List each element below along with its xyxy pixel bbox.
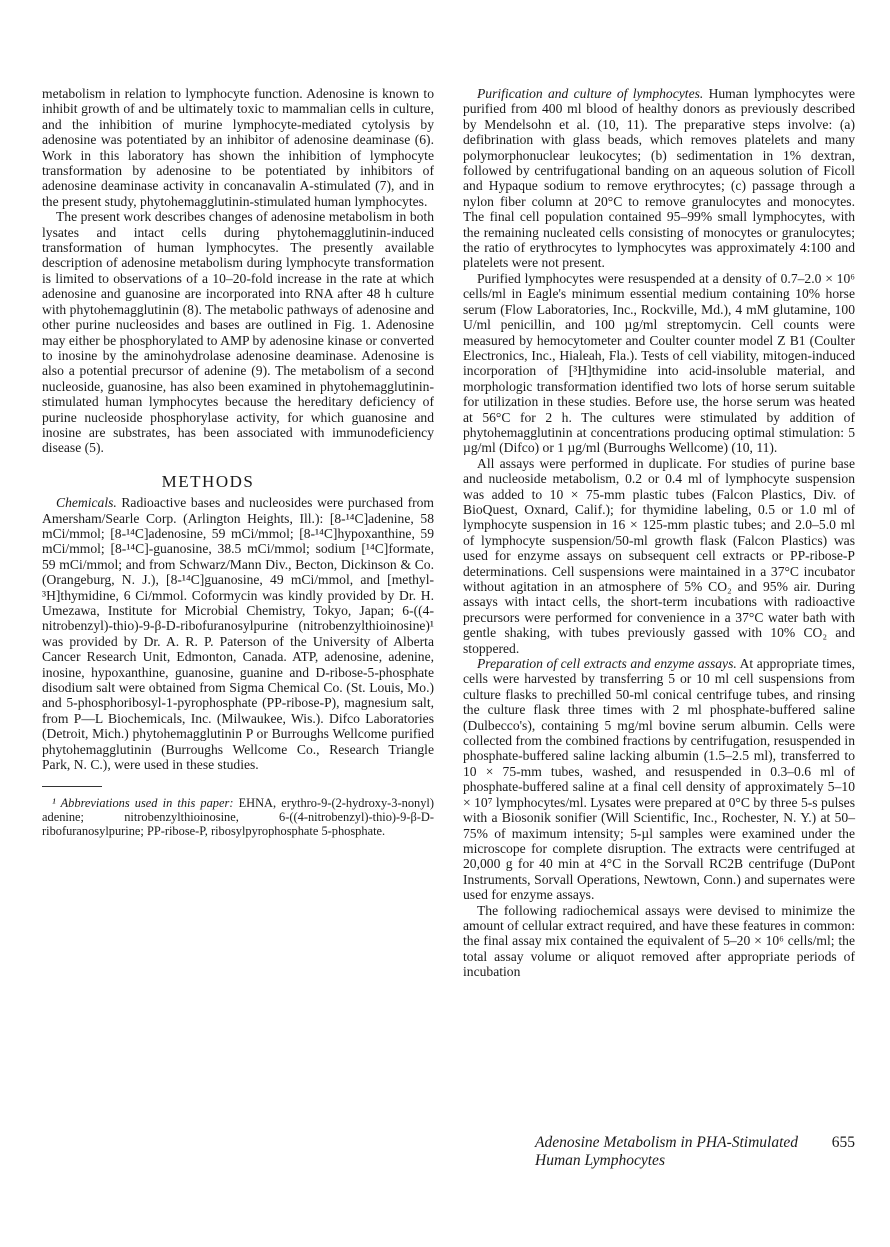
preparation-text: At appropriate times, cells were harvested by transferring 5 or 10 ml cell suspensions from culture flasks to prechilled 50-ml conical centrifuge tubes, and rinsing the culture flask three times with 2 ml phosphate-buffered saline (Dulbecco's), containing 5 mg/ml bovine serum albumin. Cells were collected from the combined fractions by centrifugation, resuspended in phosphate-buffered saline lacking albumin (1.5–2.5 ml), transferred to 10 × 75-mm tubes, washed, and resuspended in 0.3–0.6 ml of phosphate-buffered saline at a final cell density of approximately 5–10 × 10⁷ lymphocytes/ml. Lysates were prepared at 0°C by three 5-s pulses with a Biosonik sonifier (Will Scientific, Inc., Rochester, N. Y.) at 50–75% of maximum intensity; 5-µl samples were examined under the microscope for complete disruption. The extracts were centrifuged at 20,000 g for 40 min at 4°C in the Sorvall RC2B centrifuge (DuPont Instruments, Sorvall Operations, Newtown, Conn.) and supernates were used for enzyme assays.: [463, 656, 856, 903]
intro-paragraph-present-work: The present work describes changes of adenosine metabolism in both lysates and intact cells during phytohemagglutinin-induced transformation of human lymphocytes. The presently available description of adenosine metabolism during lymphocyte transformation is limited to observations of a 10–20-fold increase in the rate at which adenosine and guanosine are incorporated into RNA after 48 h culture with phytohemagglutinin (8). The metabolic pathways of adenosine and other purine nucleosides and bases are outlined in Fig. 1. Adenosine may either be phosphorylated to AMP by adenosine kinase or converted to inosine by the aminohydrolase adenosine deaminase. Adenosine is also a potential precursor of adenine (9). The metabolism of a second nucleoside, guanosine, has also been examined in phytohemagglutinin-stimulated human lymphocytes because the hereditary deficiency of purine nucleoside phosphorylase activity, for which guanosine and inosine are substrates, has been associated with immunodeficiency disease (5).: [42, 209, 434, 456]
page-footer: [535, 1134, 855, 1170]
left-column: [42, 86, 434, 839]
assays-paragraph: All assays were performed in duplicate. For studies of purine base and nucleoside metabolism, 0.2 or 0.4 ml of lymphocyte suspension was added to 10 × 75-mm plastic tubes (Falcon Plastics, Div. of BioQuest, Oxnard, Calif.); for thymidine labeling, 0.5 or 1.0 ml of lymphocyte suspension in 16 × 125-mm plastic tubes; and 2.0–5.0 ml of lymphocyte suspension/50-ml growth flask (Falcon Plastics) was used for enzyme assays on subsequent cell extracts or PP-ribose-P determinations. Cell suspensions were maintained in a 37°C incubator without agitation in an atmosphere of 5% CO₂ and 95% air. During assays with intact cells, the short-term incubations with radioactive precursors were performed for convenience in a 37°C water bath with gentle shaking, with tubes previously gassed with 10% CO₂ and stoppered.: [463, 455, 855, 656]
footnote-label: ¹ Abbreviations used in this paper:: [52, 796, 234, 811]
page-number: 655: [831, 1134, 855, 1151]
chemicals-run-in-heading: Chemicals.: [56, 495, 117, 511]
resuspension-paragraph: Purified lymphocytes were resuspended at a density of 0.7–2.0 × 10⁶ cells/ml in Eagle's minimum essential medium containing 10% horse serum (Flow Laboratories, Inc., Rockville, Md.), 4 mM glutamine, 100 U/ml penicillin, and 100 µg/ml streptomycin. Cell counts were measured by hemocytometer and Coulter counter model Z B1 (Coulter Electronics, Inc., Hialeah, Fla.). Tests of cell viability, mitogen-induced incorporation of [³H]thymidine into acid-insoluble material, and morphologic transformation identified two lots of horse serum suitable for utilization in these studies. Before use, the horse serum was heated at 56°C for 2 h. The cultures were stimulated by addition of phytohemagglutinin at concentrations producing optimal stimulation: 5 µg/ml (Difco) or 1 µg/ml (Burroughs Wellcome) (10, 11).: [463, 270, 855, 456]
preparation-paragraph: [463, 656, 855, 903]
purification-run-in-heading: Purification and culture of lymphocytes.: [477, 86, 704, 101]
running-title: Adenosine Metabolism in PHA-Stimulated Human Lymphocytes: [535, 1134, 799, 1169]
footnote-text: EHNA, erythro-9-(2-hydroxy-3-nonyl) adenine; nitrobenzylthioinosine, 6-((4-nitrobenzyl)-thio)-9-β-D-ribofuranosylpurine; PP-ribose-P, ribosylpyrophosphate 5-phosphate.: [42, 796, 434, 839]
methods-heading: METHODS: [161, 471, 255, 491]
right-column: [463, 86, 855, 980]
purification-text: Human lymphocytes were purified from 400 ml blood of healthy donors as previously described by Mendelsohn et al. (10, 11). The preparative steps involve: (a) defibrination with glass beads, which removes platelets and many polymorphonuclear leukocytes; (b) sedimentation in 1% dextran, followed by centrifugational banding on an aqueous solution of Ficoll and Hypaque sodium to remove erythrocytes; (c) passage through a nylon fiber column at 20°C to remove granulocytes and monocytes. The final cell population contained 95–99% small lymphocytes, with the remaining nucleated cells consisting of monocytes or granulocytes; the ratio of erythrocytes to lymphocytes was approximately 4:100 and platelets were not present.: [463, 86, 855, 271]
intro-paragraph-continued: metabolism in relation to lymphocyte function. Adenosine is known to inhibit growth of and be ultimately toxic to mammalian cells in culture, and the inhibition of murine lymphocyte-mediated cytolysis by adenosine was potentiated by an inhibitor of adenosine deaminase (6). Work in this laboratory has shown the inhibition of lymphocyte transformation by adenosine to be potentiated by inhibitors of adenosine deaminase activity in concanavalin A-stimulated (7), and in the present study, phytohemagglutinin-stimulated human lymphocytes.: [42, 86, 434, 209]
purification-paragraph: [463, 86, 855, 271]
footnote-abbreviations: [42, 797, 434, 838]
footnote-divider: [42, 786, 102, 787]
preparation-run-in-heading: Preparation of cell extracts and enzyme assays.: [477, 656, 737, 672]
chemicals-paragraph: [42, 495, 434, 772]
chemicals-text: Radioactive bases and nucleosides were purchased from Amersham/Searle Corp. (Arlington Heights, Ill.): [8-¹⁴C]adenine, 58 mCi/mmol; [8-¹⁴C]adenosine, 59 mCi/mmol; [8-¹⁴C]hypoxanthine, 59 mCi/mmol; [8-¹⁴C]-guanosine, 38.5 mCi/mmol; sodium [¹⁴C]formate, 59 mCi/mmol; and from Schwarz/Mann Div., Becton, Dickinson & Co. (Orangeburg, N. J.), [8-¹⁴C]guanosine, 49 mCi/mmol, and [methyl-³H]thymidine, 6 Ci/mmol. Coformycin was kindly provided by Dr. H. Umezawa, Institute for Microbial Chemistry, Tokyo, Japan; 6-((4-nitrobenzyl)-thio)-9-β-D-ribofuranosylpurine (nitrobenzylthioinosine)¹ was provided by Dr. A. R. P. Paterson of the University of Alberta Cancer Research Unit, Edmonton, Canada. ATP, adenosine, adenine, inosine, hypoxanthine, guanosine, guanine and D-ribose-5-phosphate disodium salt were obtained from Sigma Chemical Co. (St. Louis, Mo.) and 5-phosphoribosyl-1-pyrophosphate (PP-ribose-P), magnesium salt, from P—L Biochemicals, Inc. (Milwaukee, Wis.). Difco Laboratories (Detroit, Mich.) phytohemagglutinin P or Burroughs Wellcome purified phytohemagglutinin (Burroughs Wellcome Co., Research Triangle Park, N. C.), were used in these studies.: [42, 495, 435, 773]
radiochemical-paragraph: The following radiochemical assays were devised to minimize the amount of cellular extract required, and have these features in common: the final assay mix contained the equivalent of 5–20 × 10⁶ cells/ml; the total assay volume or aliquot removed after appropriate periods of incubation: [463, 902, 855, 980]
